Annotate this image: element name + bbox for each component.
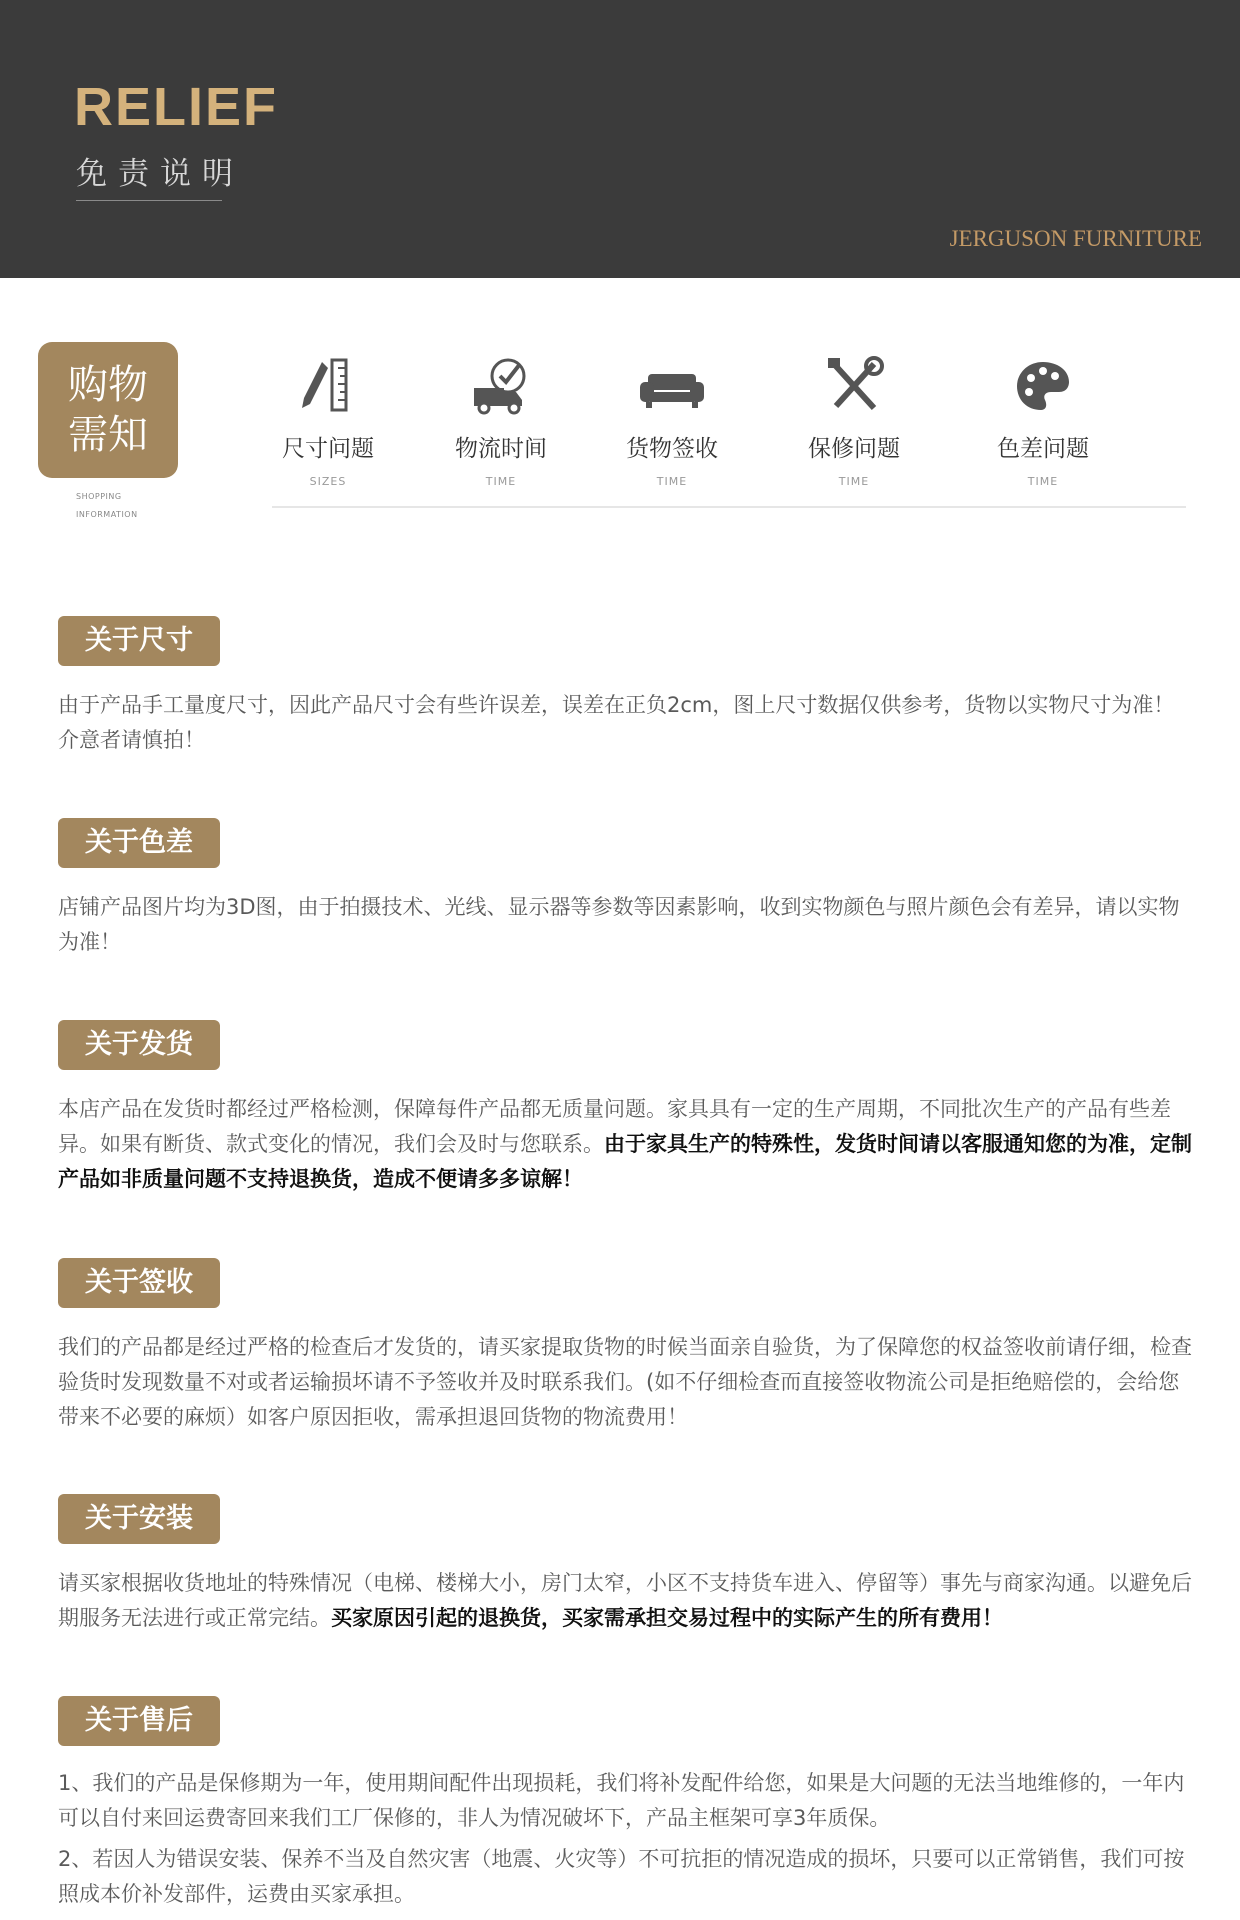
- icon-label-color: 色差问题: [997, 436, 1089, 462]
- icon-label-signing: 货物签收: [626, 436, 718, 462]
- section-text: 我们的产品都是经过严格的检查后才发货的，请买家提取货物的时候当面亲自验货，为了保障您的权益签收前请仔细，检查验货时发现数量不对或者运输损坏请不予签收并及时联系我们。(如不仔细检查而直接签收物流公司是拒绝赔偿的，会给您带来不必要的麻烦）如客户原因拒收，需承担退回货物的物流费用！: [58, 1335, 1192, 1429]
- section-bold-text: 买家原因引起的退换货，买家需承担交易过程中的实际产生的所有费用！: [331, 1606, 1003, 1630]
- company-name: JERGUSON FURNITURE: [949, 226, 1202, 251]
- badge-line-2: 需知: [68, 412, 148, 458]
- icon-item-signing: [602, 356, 742, 488]
- icon-item-warranty: [784, 356, 924, 488]
- brand-title: RELIEF: [74, 77, 279, 137]
- section-bold-text: 由于家具生产的特殊性，发货时间请以客服通知您的为准，定制产品如非质量问题不支持退换货，造成不便请多多谅解！: [58, 1132, 1192, 1191]
- brand-subtitle: 免责说明: [76, 156, 244, 192]
- section-title-shipping: 关于发货: [58, 1020, 220, 1070]
- section-body-size: [58, 688, 1192, 758]
- aftersales-item-1: 1、我们的产品是保修期为一年，使用期间配件出现损耗，我们将补发配件给您，如果是大问题的无法当地维修的，一年内可以自付来回运费寄回来我们工厂保修的，非人为情况破坏下，产品主框架可享3年质保。: [58, 1771, 1185, 1830]
- badge-line-1: 购物: [68, 362, 148, 408]
- section-body-aftersales: [58, 1766, 1192, 1918]
- section-body-shipping: [58, 1092, 1192, 1197]
- icon-label-logistics: 物流时间: [455, 436, 547, 462]
- icon-label-warranty: 保修问题: [808, 436, 900, 462]
- section-body-receipt: [58, 1330, 1192, 1435]
- icon-en-color: TIME: [1027, 475, 1059, 488]
- icon-item-sizes: [258, 356, 398, 488]
- sofa-icon: [636, 356, 708, 416]
- section-text: 请买家根据收货地址的特殊情况（电梯、楼梯大小，房门太窄，小区不支持货车进入、停留等）事先与商家沟通。以避免后期服务无法进行或正常完结。: [58, 1571, 1192, 1630]
- repair-tools-icon: [824, 356, 884, 416]
- badge-en-line-1: SHOPPING: [76, 492, 122, 501]
- badge-en-line-2: INFORMATION: [76, 510, 138, 519]
- section-body-installation: [58, 1566, 1192, 1636]
- divider: [272, 506, 1186, 508]
- delivery-truck-icon: [468, 356, 534, 416]
- badge-english-caption: [76, 488, 138, 524]
- section-title-installation: 关于安装: [58, 1494, 220, 1544]
- section-title-size: 关于尺寸: [58, 616, 220, 666]
- section-title-receipt: 关于签收: [58, 1258, 220, 1308]
- aftersales-item-2: 2、若因人为错误安装、保养不当及自然灾害（地震、火灾等）不可抗拒的情况造成的损坏，只要可以正常销售，我们可按照成本价补发部件，运费由买家承担。: [58, 1847, 1185, 1906]
- icon-en-warranty: TIME: [838, 475, 870, 488]
- section-title-aftersales: 关于售后: [58, 1696, 220, 1746]
- divider: [76, 200, 222, 201]
- section-text: 本店产品在发货时都经过严格检测，保障每件产品都无质量问题。家具具有一定的生产周期，不同批次生产的产品有些差异。如果有断货、款式变化的情况，我们会及时与您联系。: [58, 1097, 1171, 1156]
- icon-item-logistics: [431, 356, 571, 488]
- header-banner: [0, 0, 1240, 278]
- color-palette-icon: [1013, 356, 1073, 416]
- icon-en-logistics: TIME: [485, 475, 517, 488]
- icon-en-sizes: SIZES: [309, 475, 347, 488]
- section-text: 店铺产品图片均为3D图，由于拍摄技术、光线、显示器等参数等因素影响，收到实物颜色与照片颜色会有差异，请以实物为准！: [58, 895, 1180, 954]
- section-body-color: [58, 890, 1192, 960]
- icon-item-color: [973, 356, 1113, 488]
- icon-label-sizes: 尺寸问题: [282, 436, 374, 462]
- section-title-color: 关于色差: [58, 818, 220, 868]
- shopping-info-badge: [38, 342, 178, 478]
- icon-en-signing: TIME: [656, 475, 688, 488]
- section-text: 由于产品手工量度尺寸，因此产品尺寸会有些许误差，误差在正负2cm，图上尺寸数据仅供参考，货物以实物尺寸为准！介意者请慎拍！: [58, 693, 1175, 752]
- ruler-pencil-icon: [298, 356, 358, 416]
